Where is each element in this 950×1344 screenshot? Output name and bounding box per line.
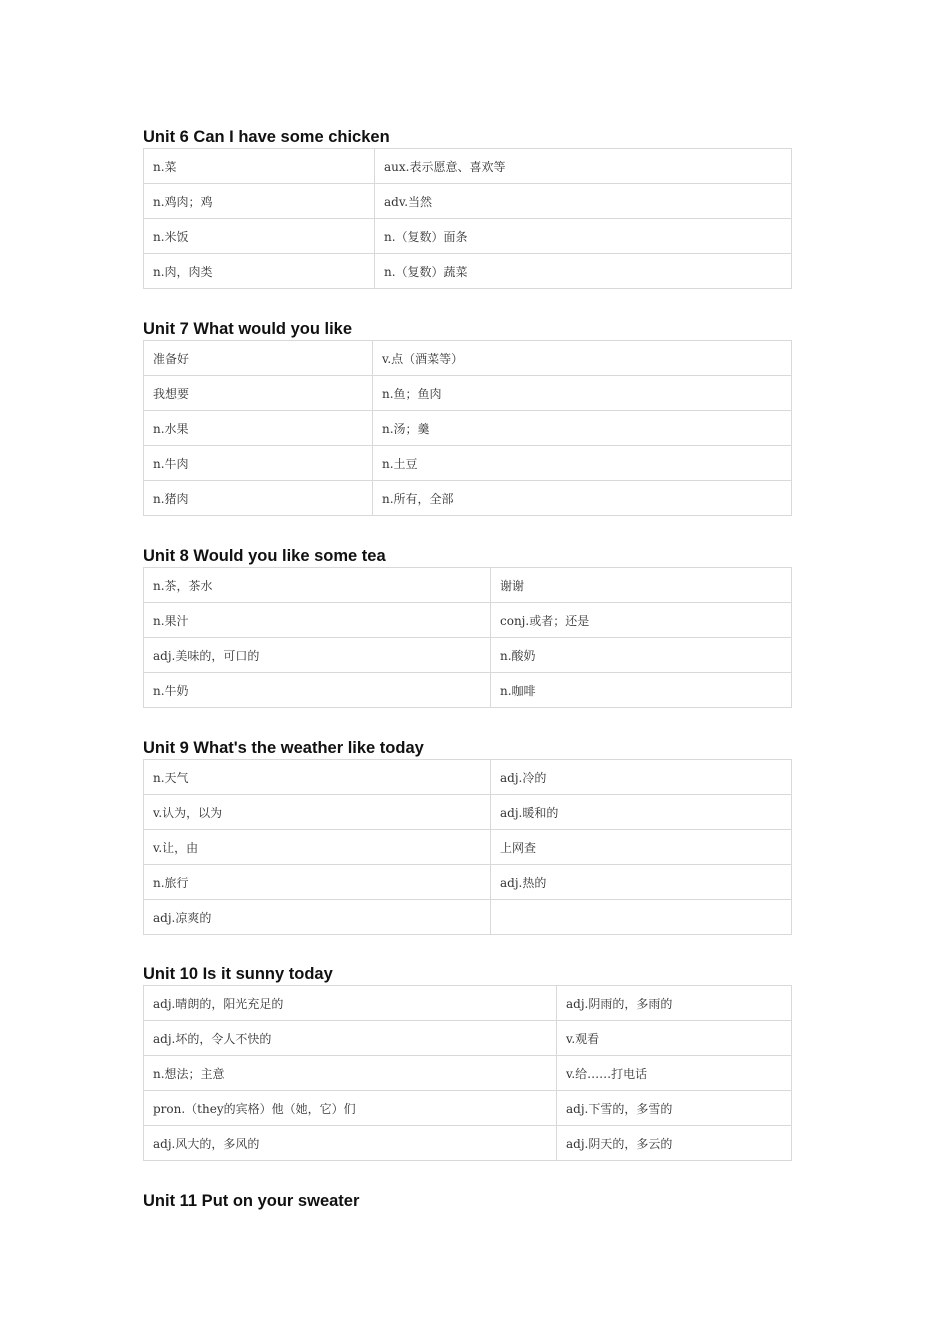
- table-cell: n.咖啡: [491, 673, 792, 708]
- table-cell: n.牛奶: [144, 673, 491, 708]
- table-row: [144, 830, 792, 865]
- unit-title: Unit 11 Put on your sweater: [143, 1192, 360, 1210]
- table-cell: 我想要: [144, 376, 373, 411]
- table-row: [144, 865, 792, 900]
- table-cell: n.（复数）蔬菜: [375, 254, 792, 289]
- table-cell: adj.暖和的: [491, 795, 792, 830]
- table-cell: v.认为，以为: [144, 795, 491, 830]
- table-row: [144, 795, 792, 830]
- table-cell: 上网查: [491, 830, 792, 865]
- table-cell: n.肉，肉类: [144, 254, 375, 289]
- table-row: [144, 411, 792, 446]
- table-cell: n.天气: [144, 760, 491, 795]
- unit-section: [143, 963, 792, 1161]
- table-cell: adv.当然: [375, 184, 792, 219]
- table-cell: n.茶，茶水: [144, 568, 491, 603]
- unit-section: [143, 126, 792, 289]
- table-cell: 准备好: [144, 341, 373, 376]
- unit-title: Unit 9 What's the weather like today: [143, 739, 424, 757]
- unit-section: [143, 1190, 792, 1212]
- vocabulary-table: [143, 148, 792, 289]
- table-cell: adj.阴天的，多云的: [557, 1126, 792, 1161]
- table-row: [144, 900, 792, 935]
- table-cell: v.点（酒菜等）: [373, 341, 792, 376]
- unit-section: [143, 545, 792, 708]
- table-row: [144, 219, 792, 254]
- table-cell: n.水果: [144, 411, 373, 446]
- table-cell: n.酸奶: [491, 638, 792, 673]
- table-row: [144, 603, 792, 638]
- table-row: [144, 760, 792, 795]
- table-row: [144, 376, 792, 411]
- table-cell: adj.晴朗的，阳光充足的: [144, 986, 557, 1021]
- unit-title: Unit 10 Is it sunny today: [143, 965, 333, 983]
- table-row: [144, 673, 792, 708]
- table-row: [144, 1126, 792, 1161]
- table-cell: n.想法；主意: [144, 1056, 557, 1091]
- table-cell: [491, 900, 792, 935]
- table-cell: pron.（they的宾格）他（她，它）们: [144, 1091, 557, 1126]
- table-cell: n.（复数）面条: [375, 219, 792, 254]
- table-cell: n.米饭: [144, 219, 375, 254]
- table-cell: adj.风大的，多风的: [144, 1126, 557, 1161]
- table-cell: aux.表示愿意、喜欢等: [375, 149, 792, 184]
- unit-title: Unit 6 Can I have some chicken: [143, 128, 390, 146]
- vocabulary-table: [143, 340, 792, 516]
- table-cell: adj.下雪的，多雪的: [557, 1091, 792, 1126]
- table-row: [144, 149, 792, 184]
- table-cell: n.牛肉: [144, 446, 373, 481]
- table-cell: n.所有，全部: [373, 481, 792, 516]
- table-cell: adj.冷的: [491, 760, 792, 795]
- table-cell: n.猪肉: [144, 481, 373, 516]
- unit-section: [143, 737, 792, 935]
- table-row: [144, 1021, 792, 1056]
- table-row: [144, 184, 792, 219]
- table-row: [144, 568, 792, 603]
- vocabulary-table: [143, 759, 792, 935]
- table-cell: adj.坏的，令人不快的: [144, 1021, 557, 1056]
- table-cell: conj.或者；还是: [491, 603, 792, 638]
- unit-section: [143, 318, 792, 516]
- vocabulary-table: [143, 985, 792, 1161]
- table-row: [144, 1091, 792, 1126]
- table-cell: n.鱼；鱼肉: [373, 376, 792, 411]
- unit-title: Unit 7 What would you like: [143, 320, 353, 338]
- table-cell: 谢谢: [491, 568, 792, 603]
- table-cell: v.给……打电话: [557, 1056, 792, 1091]
- table-cell: n.土豆: [373, 446, 792, 481]
- table-row: [144, 638, 792, 673]
- table-cell: n.菜: [144, 149, 375, 184]
- table-row: [144, 986, 792, 1021]
- table-cell: adj.热的: [491, 865, 792, 900]
- vocabulary-table: [143, 567, 792, 708]
- table-row: [144, 1056, 792, 1091]
- table-cell: adj.凉爽的: [144, 900, 491, 935]
- table-cell: v.让，由: [144, 830, 491, 865]
- table-row: [144, 446, 792, 481]
- table-cell: n.旅行: [144, 865, 491, 900]
- table-cell: adj.美味的，可口的: [144, 638, 491, 673]
- table-row: [144, 341, 792, 376]
- unit-title: Unit 8 Would you like some tea: [143, 547, 386, 565]
- table-row: [144, 254, 792, 289]
- table-cell: n.汤；羹: [373, 411, 792, 446]
- table-cell: v.观看: [557, 1021, 792, 1056]
- table-row: [144, 481, 792, 516]
- table-cell: n.鸡肉；鸡: [144, 184, 375, 219]
- table-cell: adj.阴雨的，多雨的: [557, 986, 792, 1021]
- table-cell: n.果汁: [144, 603, 491, 638]
